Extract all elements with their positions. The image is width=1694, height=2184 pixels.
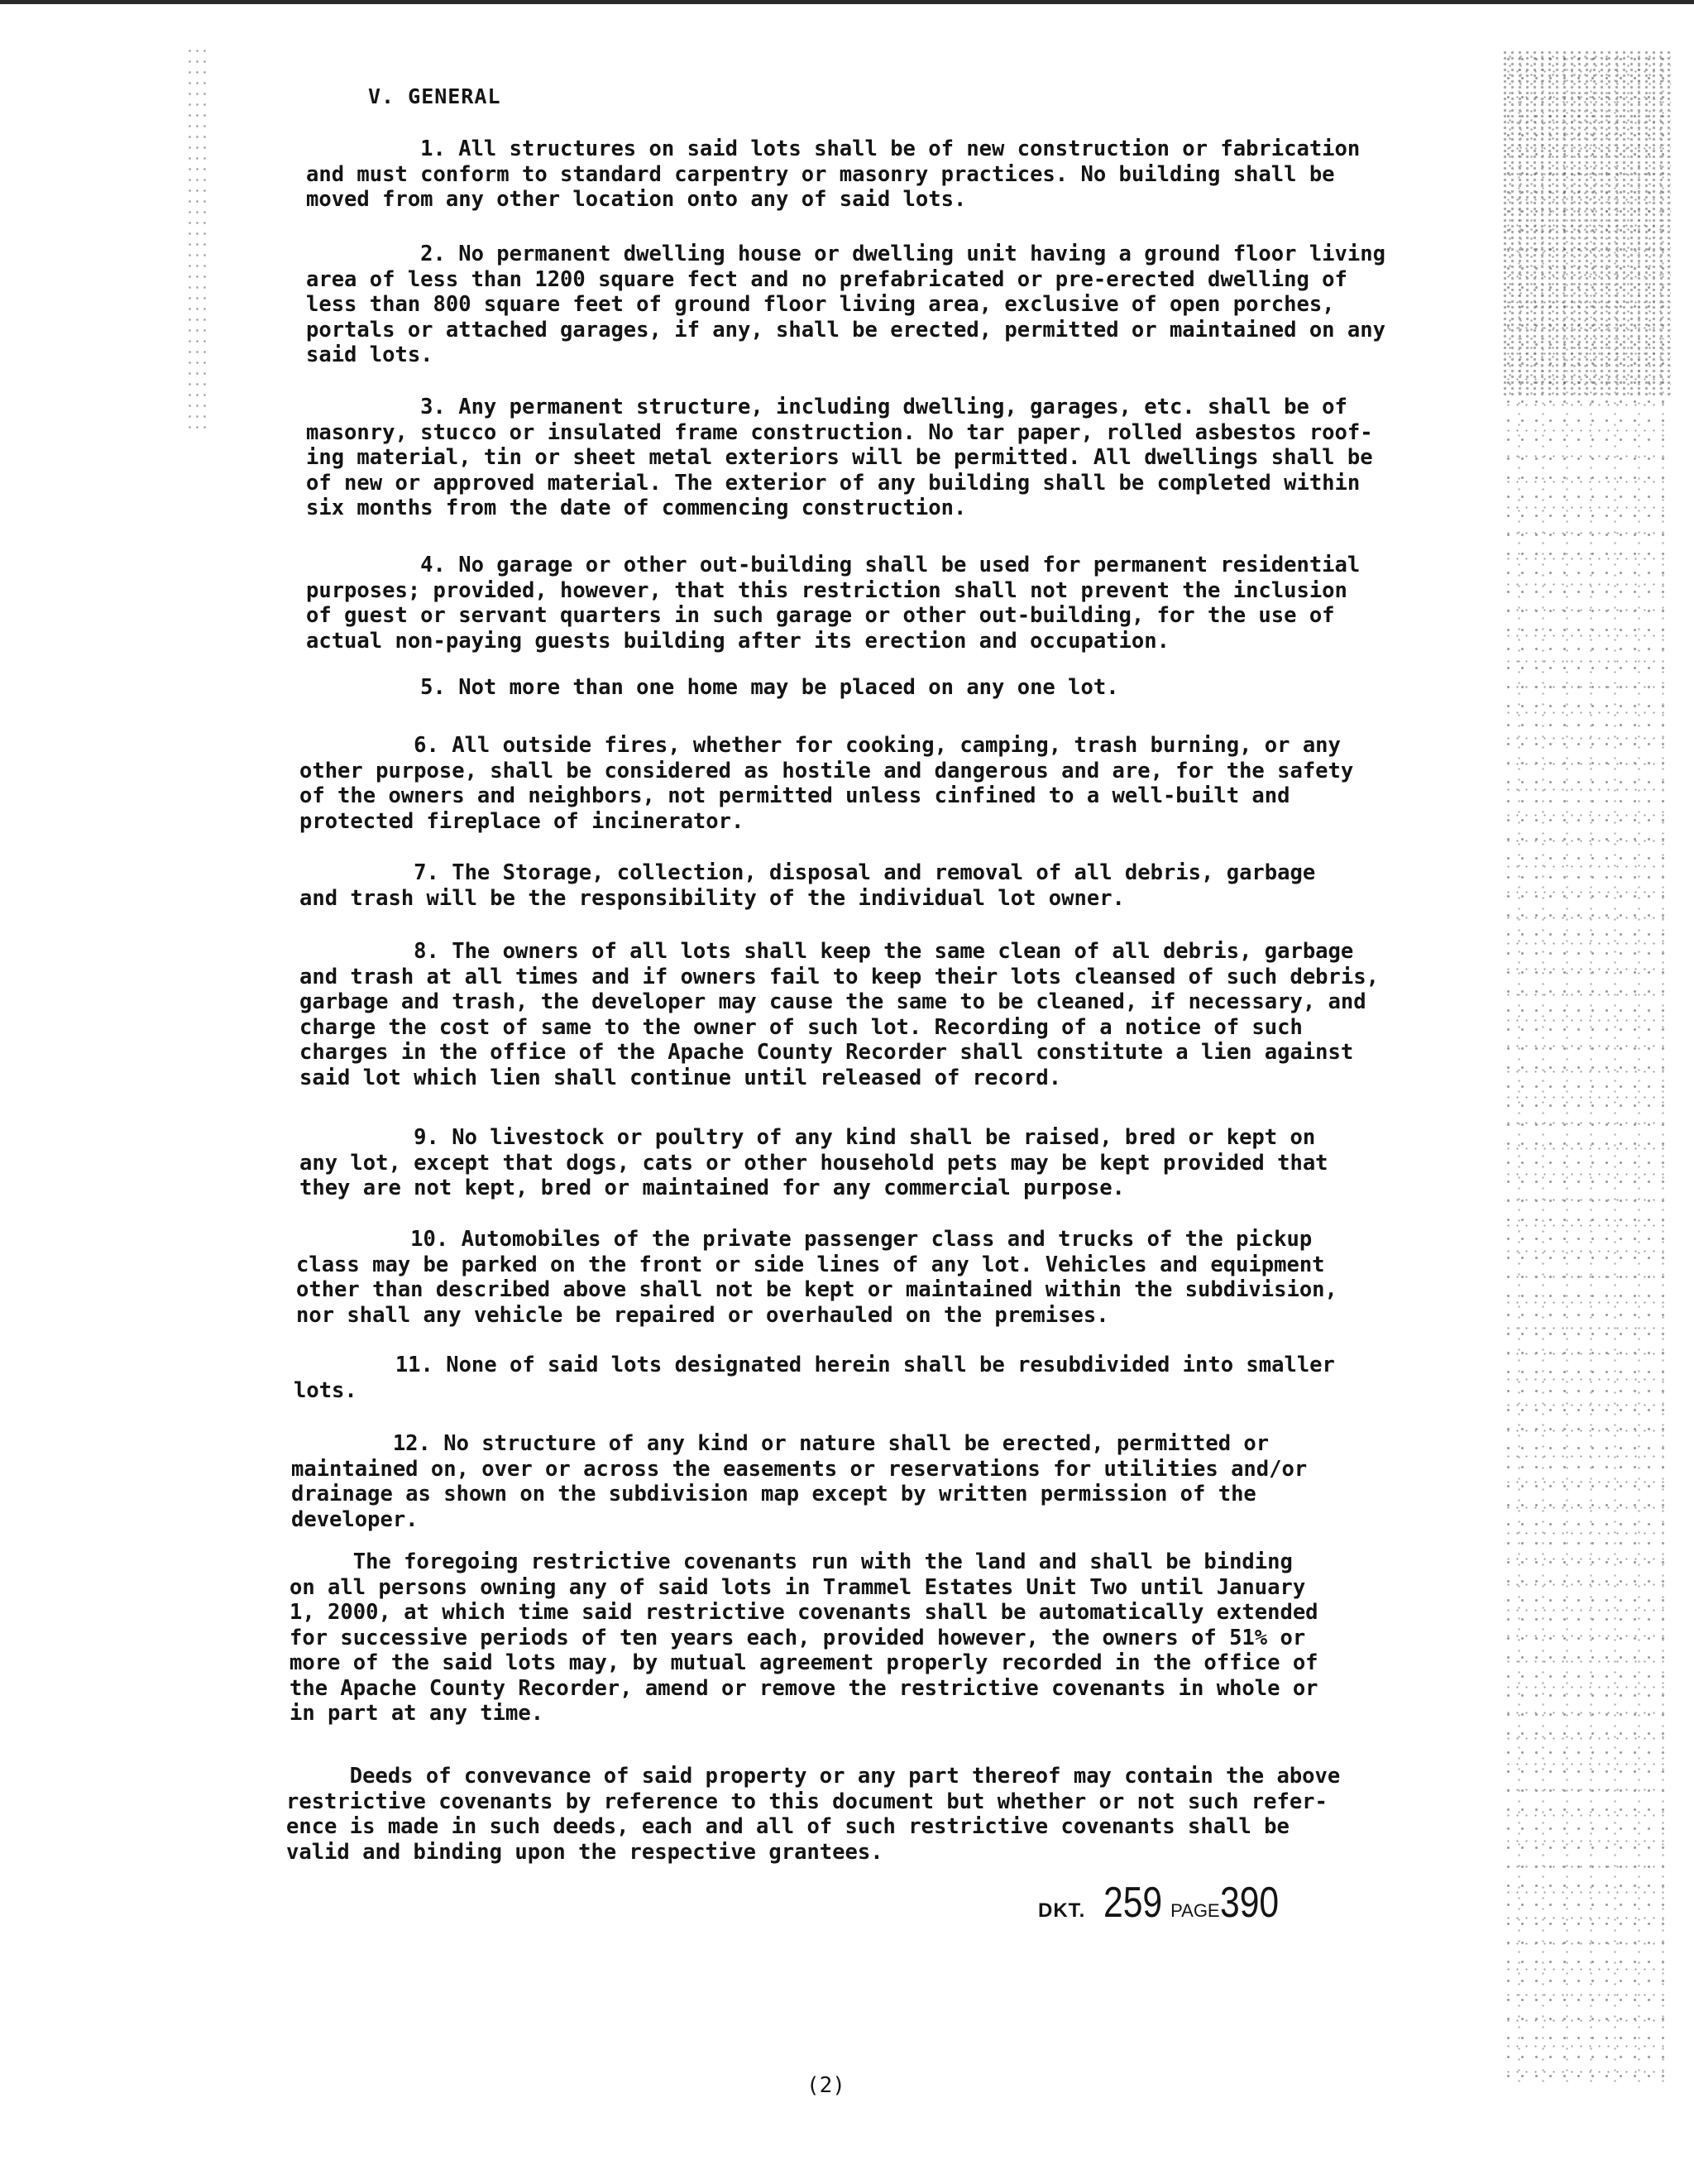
paragraph-line: actual non-paying guests building after its erection and occupation.: [306, 628, 1170, 654]
covenant-paragraph: [299, 939, 1379, 1090]
section-heading: V. GENERAL: [368, 84, 501, 108]
paragraph-line: 5. Not more than one home may be placed on any one lot.: [306, 675, 1119, 700]
paragraph-line: purposes; provided, however, that this restriction shall not prevent the inclusion: [306, 577, 1347, 603]
paragraph-line: protected fireplace of incinerator.: [299, 808, 744, 834]
paragraph-line: and trash at all times and if owners fail to keep their lots cleansed of such debris,: [299, 964, 1379, 989]
covenant-paragraph: [290, 1549, 1318, 1727]
covenant-paragraph: [306, 395, 1373, 521]
paragraph-line: class may be parked on the front or side lines of any lot. Vehicles and equipment: [296, 1252, 1325, 1277]
covenant-paragraph: [294, 1353, 1335, 1403]
paragraph-line: and trash will be the responsibility of the individual lot owner.: [299, 885, 1125, 911]
covenant-paragraph: [299, 860, 1315, 911]
scan-margin-marks: [186, 46, 211, 434]
paragraph-line: of guest or servant quarters in such garage or other out-building, for the use of: [306, 603, 1335, 628]
covenant-paragraph: [306, 242, 1385, 368]
paragraph-line: and must conform to standard carpentry or masonry practices. No building shall be: [306, 161, 1335, 187]
paragraph-line: 10. Automobiles of the private passenger class and trucks of the pickup: [296, 1227, 1313, 1252]
paragraph-line: charge the cost of same to the owner of such lot. Recording of a notice of such: [299, 1014, 1303, 1040]
paragraph-line: 3. Any permanent structure, including dwelling, garages, etc. shall be of: [306, 395, 1347, 419]
paragraph-line: area of less than 1200 square fect and no prefabricated or pre-erected dwelling of: [306, 266, 1347, 292]
paragraph-line: 12. No structure of any kind or nature shall be erected, permitted or: [291, 1431, 1270, 1456]
paragraph-line: garbage and trash, the developer may cause the same to be cleaned, if necessary, and: [299, 989, 1366, 1014]
covenant-paragraph: [299, 733, 1353, 834]
paragraph-line: on all persons owning any of said lots in Trammel Estates Unit Two until January: [290, 1574, 1306, 1600]
paragraph-line: 4. No garage or other out-building shall be used for permanent residential: [306, 553, 1361, 577]
paragraph-line: of the owners and neighbors, not permitted unless cinfined to a well-built and: [299, 783, 1290, 808]
covenant-paragraph: [306, 136, 1360, 213]
paragraph-line: 9. No livestock or poultry of any kind shall be raised, bred or kept on: [299, 1125, 1316, 1150]
paragraph-line: in part at any time.: [290, 1701, 544, 1726]
paragraph-line: developer.: [291, 1506, 419, 1532]
paragraph-line: valid and binding upon the respective grantees.: [286, 1839, 883, 1865]
docket-page-number: 390: [1219, 1879, 1279, 1927]
paragraph-line: 2. No permanent dwelling house or dwelling unit having a ground floor living: [306, 242, 1385, 266]
paragraph-line: drainage as shown on the subdivision map except by written permission of the: [291, 1482, 1256, 1506]
covenant-paragraph: [306, 553, 1360, 654]
scan-edge-noise-dense: [1501, 50, 1671, 397]
paragraph-line: moved from any other location onto any of said lots.: [306, 187, 967, 212]
docket-label: DKT.: [1038, 1899, 1086, 1922]
covenant-paragraph: [286, 1764, 1340, 1865]
paragraph-line: 11. None of said lots designated herein shall be resubdivided into smaller: [294, 1353, 1335, 1377]
paragraph-line: other than described above shall not be kept or maintained within the subdivision,: [296, 1277, 1337, 1302]
paragraph-line: 6. All outside fires, whether for cooking, camping, trash burning, or any: [299, 733, 1341, 758]
covenant-paragraph: [306, 675, 1119, 701]
paragraph-line: six months from the date of commencing construction.: [306, 496, 967, 520]
paragraph-line: said lot which lien shall continue until released of record.: [299, 1065, 1062, 1090]
paragraph-line: said lots.: [306, 342, 433, 367]
covenant-paragraph: [296, 1227, 1337, 1328]
paragraph-line: other purpose, shall be considered as hostile and dangerous and are, for the safety: [299, 758, 1354, 783]
paragraph-line: portals or attached garages, if any, shall be erected, permitted or maintained on any: [306, 317, 1385, 342]
paragraph-line: restrictive covenants by reference to this document but whether or not such refer-: [286, 1789, 1328, 1814]
paragraph-line: The foregoing restrictive covenants run with the land and shall be binding: [290, 1549, 1293, 1574]
docket-book-number: 259: [1103, 1879, 1163, 1927]
paragraph-line: the Apache County Recorder, amend or remove the restrictive covenants in whole or: [290, 1675, 1318, 1701]
paragraph-line: 8. The owners of all lots shall keep the same clean of all debris, garbage: [299, 939, 1354, 964]
paragraph-line: ence is made in such deeds, each and all of such restrictive covenants shall be: [286, 1814, 1290, 1839]
docket-page-label: PAGE: [1170, 1900, 1220, 1921]
paragraph-line: less than 800 square feet of ground floor living area, exclusive of open porches,: [306, 292, 1335, 317]
page-number: (2): [806, 2073, 845, 2098]
paragraph-line: any lot, except that dogs, cats or other household pets may be kept provided that: [299, 1150, 1328, 1176]
paragraph-line: Deeds of convevance of said property or any part thereof may contain the above: [286, 1764, 1341, 1789]
scan-top-border: [0, 0, 1694, 4]
paragraph-line: maintained on, over or across the easements or reservations for utilities and/or: [291, 1456, 1308, 1482]
paragraph-line: more of the said lots may, by mutual agreement properly recorded in the office of: [290, 1650, 1318, 1675]
paragraph-line: for successive periods of ten years each, provided however, the owners of 51% or: [290, 1625, 1306, 1650]
paragraph-line: 1, 2000, at which time said restrictive covenants shall be automatically extended: [290, 1600, 1318, 1625]
paragraph-line: charges in the office of the Apache County Recorder shall constitute a lien against: [299, 1040, 1354, 1065]
paragraph-line: lots.: [294, 1377, 357, 1403]
paragraph-line: ing material, tin or sheet metal exteriors will be permitted. All dwellings shall be: [306, 445, 1373, 470]
docket-stamp: [1038, 1878, 1291, 1928]
paragraph-line: they are not kept, bred or maintained for any commercial purpose.: [299, 1176, 1125, 1200]
paragraph-line: 1. All structures on said lots shall be of new construction or fabrication: [306, 136, 1361, 161]
paragraph-line: masonry, stucco or insulated frame construction. No tar paper, rolled asbestos roof-: [306, 419, 1373, 445]
covenant-paragraph: [299, 1125, 1328, 1201]
paragraph-line: of new or approved material. The exterior of any building shall be completed within: [306, 470, 1361, 496]
paragraph-line: 7. The Storage, collection, disposal and removal of all debris, garbage: [299, 860, 1316, 885]
paragraph-line: nor shall any vehicle be repaired or overhauled on the premises.: [296, 1302, 1109, 1328]
covenant-paragraph: [291, 1431, 1307, 1532]
